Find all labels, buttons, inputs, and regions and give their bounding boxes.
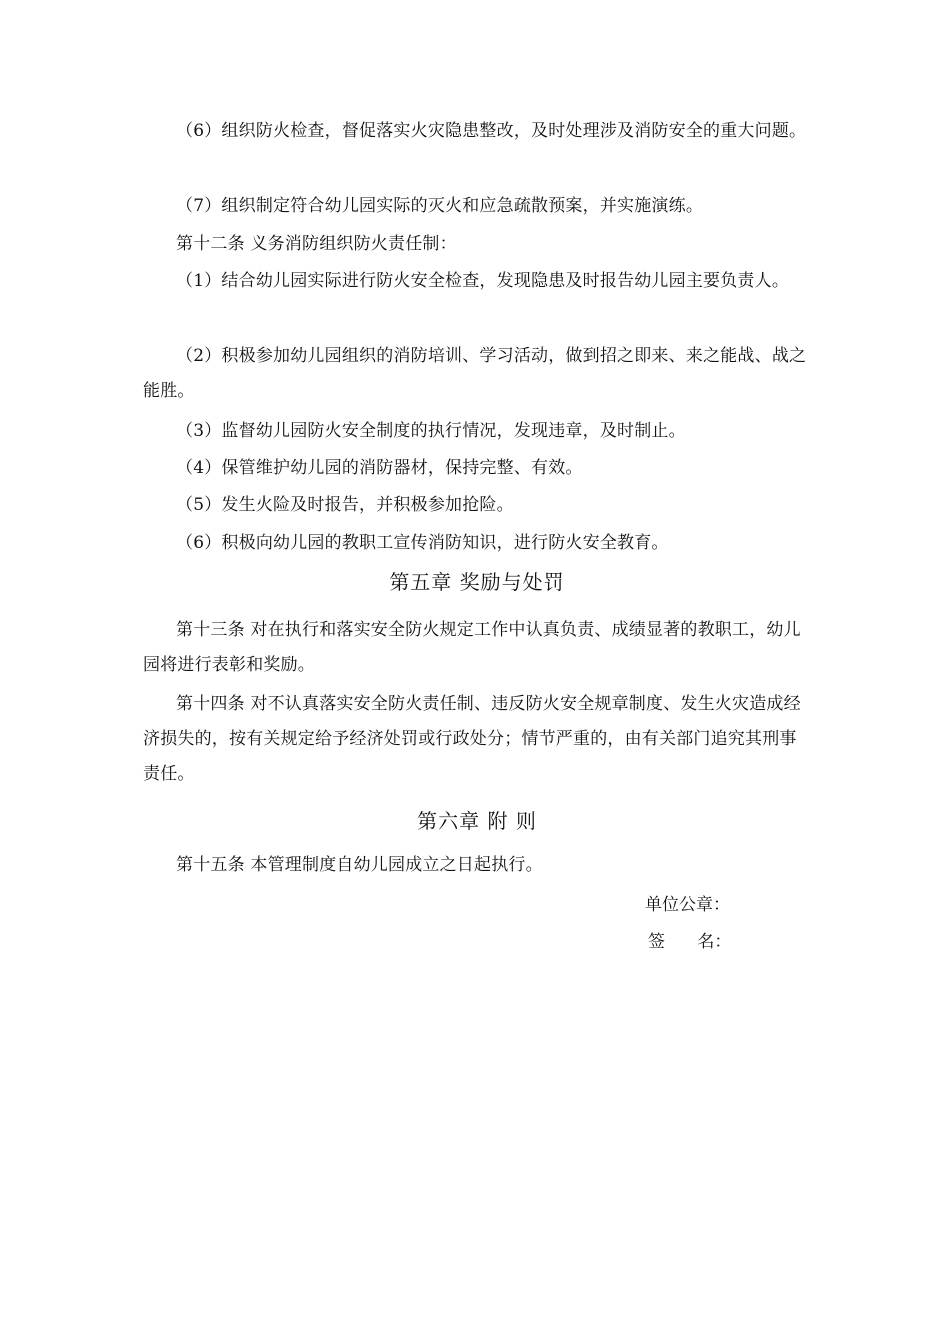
signature-label: 签 名： [648,932,732,952]
seal-label: 单位公章： [645,895,730,915]
paragraph-duty-6: （6）积极向幼儿园的教职工宣传消防知识，进行防火安全教育。 [176,533,669,553]
paragraph-item-7: （7）组织制定符合幼儿园实际的灭火和应急疏散预案，并实施演练。 [176,196,704,216]
article-14: 第十四条 对不认真落实安全防火责任制、违反防火安全规章制度、发生火灾造成经济损失的，按有关规定给予经济处罚或行政处分；情节严重的，由有关部门追究其刑事责任。 [143,694,801,784]
article-15: 第十五条 本管理制度自幼儿园成立之日起执行。 [176,855,543,875]
paragraph-item-6: （6）组织防火检查，督促落实火灾隐患整改，及时处理涉及消防安全的重大问题。 [176,121,807,141]
chapter-5-title: 第五章 奖励与处罚 [389,570,565,594]
article-13: 第十三条 对在执行和落实安全防火规定工作中认真负责、成绩显著的教职工，幼儿园将进行表彰和奖励。 [143,620,801,675]
paragraph-duty-3: （3）监督幼儿园防火安全制度的执行情况，发现违章，及时制止。 [176,421,686,441]
paragraph-duty-2: （2）积极参加幼儿园组织的消防培训、学习活动，做到招之即来、来之能战、战之能胜。 [143,346,807,401]
paragraph-duty-1: （1）结合幼儿园实际进行防火安全检查，发现隐患及时报告幼儿园主要负责人。 [176,271,790,291]
paragraph-duty-4: （4）保管维护幼儿园的消防器材，保持完整、有效。 [176,458,583,478]
paragraph-duty-5: （5）发生火险及时报告，并积极参加抢险。 [176,495,514,515]
article-12-heading: 第十二条 义务消防组织防火责任制： [176,234,457,254]
chapter-6-title: 第六章 附 则 [417,809,537,833]
